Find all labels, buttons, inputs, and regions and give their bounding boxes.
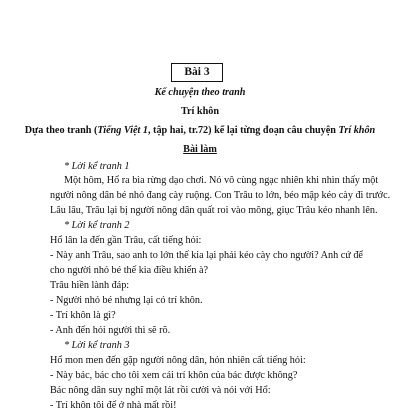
task-story: Trí khôn [338, 125, 376, 136]
paragraph-line: - Anh đến hỏi người thì sẽ rõ. [50, 325, 171, 336]
paragraph-line: - Người nhỏ bé nhưng lại có trí khôn. [50, 295, 203, 306]
paragraph-line: Hổ mon men đến gặp người nông dân, hỏn nhiên cất tiếng hỏi: [50, 355, 306, 366]
task-prefix: Dựa theo tranh ( [24, 125, 98, 136]
task-book: Tiếng Việt 1 [97, 125, 148, 136]
subtitle: Kể chuyện theo tranh [154, 87, 246, 98]
picture1-label: * Lời kể tranh 1 [64, 161, 130, 172]
paragraph-line: - Trí khôn là gì? [50, 310, 116, 321]
paragraph-line: cho người nhỏ bé thế kia điều khiển à? [50, 265, 209, 276]
paragraph-line: Bác nông dân suy nghĩ một lát rồi cười và nói với Hổ: [50, 385, 271, 396]
paragraph-line: người nông dân bé nhỏ đang cày ruộng. Con Trâu to lớn, béo mập kéo cày đi trước. [50, 190, 391, 201]
picture2-label: * Lời kể tranh 2 [64, 220, 130, 231]
paragraph-line: Một hôm, Hổ ra bìa rừng dạo chơi. Nó vô cùng ngạc nhiên khi nhìn thấy một [64, 175, 379, 186]
paragraph-line: Hổ lân la đến gần Trâu, cất tiếng hỏi: [50, 235, 202, 246]
lesson-label-box [171, 63, 223, 82]
paragraph-line: - Này bác, bác cho tôi xem cái trí khôn của bác được không? [50, 370, 298, 381]
task-instruction [0, 124, 400, 137]
paragraph-line: - Này anh Trâu, sao anh to lớn thế kia lại phải kéo cày cho người? Anh cứ để [50, 250, 363, 261]
paragraph-line: - Trí khôn tôi để ở nhà mất rồi! [50, 400, 177, 411]
picture3-label: * Lời kể tranh 3 [64, 340, 130, 351]
paragraph-line: Trâu hiền lành đáp: [50, 280, 130, 291]
answer-heading: Bài làm [183, 144, 217, 155]
story-title: Trí khôn [180, 106, 220, 117]
task-middle: , tập hai, tr.72) kể lại từng đoạn câu chuyện [147, 125, 339, 136]
paragraph-line: Lâu lâu, Trâu lại bị người nông dân quất roi vào mông, giục Trâu kéo nhanh lên. [50, 205, 378, 216]
lesson-label: Bài 3 [184, 66, 210, 78]
